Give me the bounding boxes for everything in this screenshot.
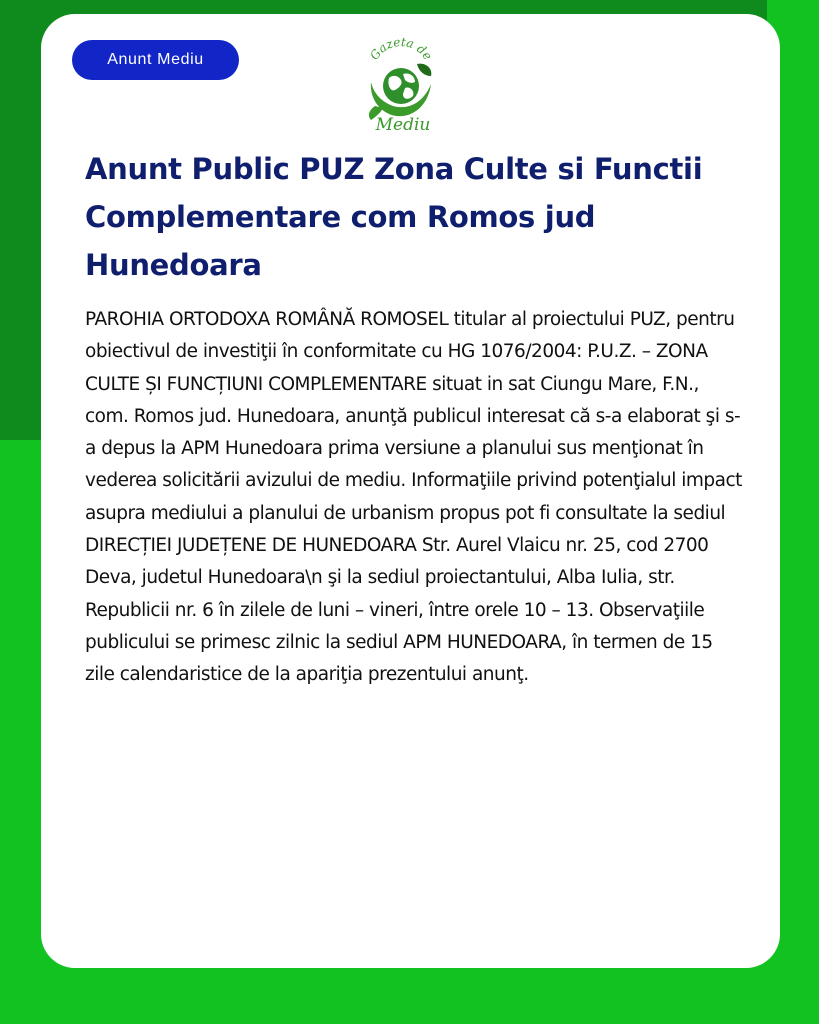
- category-badge-label: Anunt Mediu: [107, 51, 204, 68]
- svg-text:Gazeta de: [367, 35, 435, 63]
- globe-leaf-icon: [359, 34, 443, 134]
- article-title: Anunt Public PUZ Zona Culte si Functii Complementare com Romos jud Hunedoara: [85, 152, 703, 282]
- logo-bottom-text: Mediu: [375, 115, 431, 134]
- announcement-card: [41, 14, 780, 968]
- gazeta-de-mediu-logo: [359, 34, 443, 134]
- article-body: PAROHIA ORTODOXA ROMÂNĂ ROMOSEL titular al proiectului PUZ, pentru obiectivul de investiţii în conformitate cu HG 1076/2004: P.U.Z. – ZONA CULTE ȘI FUNCȚIUNI COMPLEMENTARE situat in sat Ciungu Mare, F.N., com. Romos jud. Hunedoara, anunţă publicul interesat că s-a elaborat şi s-a depus la APM Hunedoara prima versiune a planului sus menţionat în vederea solicitării avizului de mediu. Informaţiile privind potenţialul impact asupra mediului a planului de urbanism propus pot fi consultate la sediul DIRECȚIEI JUDEȚENE DE HUNEDOARA Str. Aurel Vlaicu nr. 25, cod 2700 Deva, judetul Hunedoara\n şi la sediul proiectantului, Alba Iulia, str. Republicii nr. 6 în zilele de luni – vineri, între orele 10 – 13. Observaţiile publicului se primesc zilnic la sediul APM HUNEDOARA, în termen de 15 zile calendaristice de la apariţia prezentului anunţ.: [85, 309, 742, 686]
- logo-top-text: Gazeta de: [367, 34, 435, 63]
- category-badge[interactable]: [72, 40, 239, 80]
